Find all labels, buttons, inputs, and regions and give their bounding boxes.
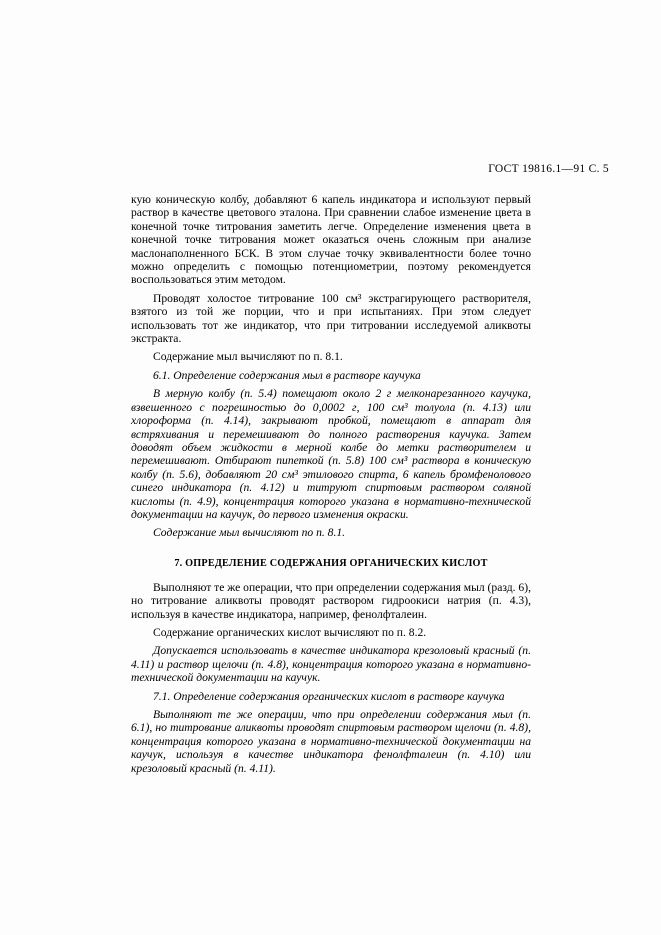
paragraph-intro: кую коническую колбу, добавляют 6 капель индикатора и используют первый раствор в качестве цветового эталона. При сравнении слабое изменение цвета в конечной точке титрования заметить легче. Определение изменения цвета в конечной точке титрования может оказаться очень сложным при анализе маслонаполненного БСК. В этом случае точку эквивалентности более точно можно определить с помощью потенциометрии, поэтому рекомендуется воспользоваться этим методом. (131, 193, 531, 287)
paragraph-6-1-procedure: В мерную колбу (п. 5.4) помещают около 2 г мелконарезанного каучука, взвешенного с погрешностью до 0,0002 г, 100 см³ толуола (п. 4.13) или хлороформа (п. 4.14), закрывают пробкой, помещают в аппарат для встряхивания и перемешивают до полного растворения каучука. Затем доводят объем жидкости в мерной колбе до метки растворителем и перемешивают. Отбирают пипеткой (п. 5.8) 100 см³ раствора в коническую колбу (п. 5.6), добавляют 20 см³ этилового спирта, 6 капель бромфенолового синего индикатора (п. 4.12) и титруют спиртовым раствором соляной кислоты (п. 4.9), концентрация которого указана в нормативно-технической документации на каучук, до первого изменения окраски. (131, 387, 531, 521)
paragraph-7-calc: Содержание органических кислот вычисляют по п. 8.2. (153, 625, 427, 639)
paragraph-7-note: Допускается использовать в качестве индикатора крезоловый красный (п. 4.11) и раствор щелочи (п. 4.8), концентрация которого указана в нормативно-технической документации на каучук. (131, 644, 531, 685)
spacer (131, 540, 531, 557)
paragraph-6-1-calc: Содержание мыл вычисляют по п. 8.1. (153, 526, 346, 540)
subsection-heading-7-1: 7.1. Определение содержания органических кислот в растворе каучука (153, 689, 505, 703)
section-heading-7: 7. ОПРЕДЕЛЕНИЕ СОДЕРЖАНИЯ ОРГАНИЧЕСКИХ КИСЛОТ (174, 557, 488, 569)
page-body (131, 193, 531, 775)
paragraph-7-1-procedure: Выполняют те же операции, что при определении содержания мыл (п. 6.1), но титрование аликвоты проводят спиртовым раствором щелочи (п. 4.8), концентрация которого указана в нормативно-технической документации на каучук, используя в качестве индикатора фенолфталеин (п. 4.10) или крезоловый красный (п. 4.11). (131, 708, 531, 775)
paragraph-7-procedure: Выполняют те же операции, что при определении содержания мыл (разд. 6), но титрование аликвоты проводят раствором гидроокиси натрия (п. 4.3), используя в качестве индикатора, например, фенолфталеин. (131, 580, 531, 621)
page-header: ГОСТ 19816.1—91 С. 5 (488, 163, 609, 175)
paragraph-soap-calc: Содержание мыл вычисляют по п. 8.1. (153, 350, 343, 364)
spacer (131, 570, 531, 581)
paragraph-blank-titration: Проводят холостое титрование 100 см³ экстрагирующего растворителя, взятого из той же порции, что и при испытаниях. При этом следует использовать тот же индикатор, что при титровании исследуемой аликвоты экстракта. (131, 291, 531, 346)
subsection-heading-6-1: 6.1. Определение содержания мыл в растворе каучука (153, 368, 421, 382)
